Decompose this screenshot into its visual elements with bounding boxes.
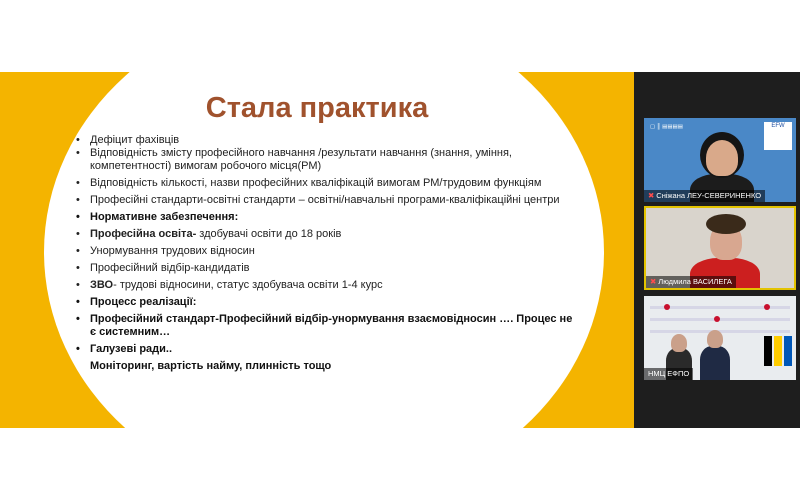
bullet-item — [76, 262, 576, 275]
bullet-dot-icon: • — [76, 296, 80, 308]
logo-text: EFW — [771, 123, 785, 129]
participant-name-label — [644, 368, 693, 380]
participant-tile[interactable] — [644, 296, 796, 380]
bullet-bold-text: Професійна освіта- — [90, 228, 197, 240]
bullet-bold-text: ЗВО — [90, 279, 114, 291]
bullet-text: Галузеві ради.. — [90, 343, 173, 355]
bullet-item — [76, 313, 576, 339]
bullet-dot-icon: • — [76, 343, 80, 355]
bullet-item — [76, 134, 576, 147]
bullet-item — [76, 245, 576, 258]
bullet-item — [76, 360, 576, 373]
banner-logo-icon — [714, 316, 720, 322]
person-face — [706, 140, 738, 176]
bullet-text: Професійний стандарт-Професійний відбір-унормування взаємовідносин …. Процес не є системним… — [90, 313, 573, 338]
person-face — [671, 334, 687, 352]
bullet-text: Нормативне забезпечення: — [90, 211, 239, 223]
org-logo-icon: ▢ ║ ▤▤▤▤ — [650, 124, 683, 130]
bullet-text: - трудові відносини, статус здобувача освіти 1-4 курс — [113, 279, 383, 291]
participant-tile[interactable] — [644, 118, 796, 202]
bullet-text: Професійні стандарти-освітні стандарти – освітні/навчальні програми-кваліфікаційні центри — [90, 194, 560, 206]
person-face — [707, 330, 723, 348]
bullet-item — [76, 177, 576, 190]
banner-decoration — [650, 318, 790, 321]
screen-share-area — [0, 72, 800, 428]
mic-muted-icon: ✖ — [650, 277, 657, 286]
bullet-dot-icon: • — [76, 245, 80, 257]
flag-icon — [774, 336, 782, 366]
bullet-text: Відповідність змісту професійного навчання /результати навчання (знання, уміння, компетентності) вимогам робочого місця(РМ) — [90, 147, 512, 172]
bullet-dot-icon: • — [76, 147, 80, 159]
slide-title: Стала практика — [205, 92, 429, 124]
bullet-dot-icon: • — [76, 279, 80, 291]
bullet-dot-icon: • — [76, 262, 80, 274]
bullet-dot-icon: • — [76, 177, 80, 189]
bullet-dot-icon: • — [76, 313, 80, 325]
bullet-text: Процесс реалізації: — [90, 296, 197, 308]
bullet-text: Відповідність кількості, назви професійних кваліфікацій вимогам РМ/трудовим функціям — [90, 177, 542, 189]
participant-name: Сніжана ЛЕУ-СЕВЕРИНЕНКО — [656, 191, 762, 200]
bullet-dot-icon: • — [76, 228, 80, 240]
participant-name: НМЦ ЕФПО — [648, 369, 690, 378]
flag-icon — [764, 336, 772, 366]
bullet-item — [76, 211, 576, 224]
bullet-item — [76, 228, 576, 241]
participants-panel — [640, 72, 800, 428]
bullet-item — [76, 343, 576, 356]
participant-tile-active-speaker[interactable] — [644, 206, 796, 290]
bullet-item — [76, 296, 576, 309]
bullet-dot-icon: • — [76, 134, 80, 146]
bullet-text: здобувачі освіти до 18 років — [196, 228, 342, 240]
presentation-slide — [0, 72, 634, 428]
bullet-text: Дефіцит фахівців — [90, 134, 180, 146]
banner-logo-icon — [664, 304, 670, 310]
bullet-dot-icon: • — [76, 211, 80, 223]
bullet-text: Професійний відбір-кандидатів — [90, 262, 250, 274]
bullet-text: Унормування трудових відносин — [90, 245, 255, 257]
efw-logo — [764, 122, 792, 150]
bullet-item — [76, 194, 576, 207]
banner-logo-icon — [764, 304, 770, 310]
participant-name-label — [644, 190, 765, 202]
flag-icon — [784, 336, 792, 366]
bullet-item — [76, 279, 576, 292]
bullet-text: Моніторинг, вартість найму, плинність тощо — [90, 360, 332, 372]
bullet-dot-icon: • — [76, 194, 80, 206]
person-hair — [706, 214, 746, 234]
mic-muted-icon: ✖ — [648, 191, 655, 200]
person-body — [700, 346, 730, 380]
participant-name-label — [646, 276, 736, 288]
bullet-item — [76, 147, 576, 173]
participant-name: Людмила ВАСИЛЕГА — [658, 277, 732, 286]
slide-bullet-list — [76, 134, 576, 377]
